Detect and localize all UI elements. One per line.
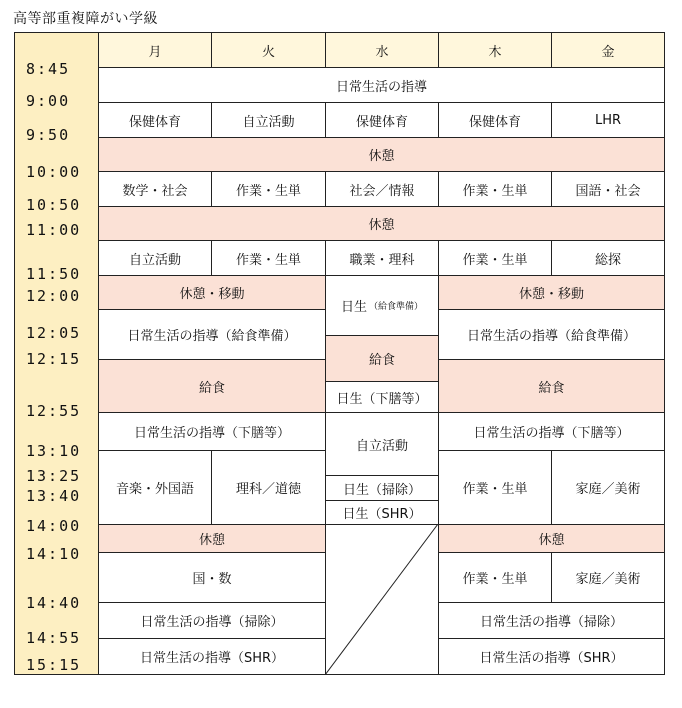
cell-p5-mon: 音楽・外国語 [98,450,212,525]
time-label: 13:10 [26,442,82,460]
souji-guidance-left: 日常生活の指導（掃除） [98,602,326,639]
cell-p3-tue: 作業・生単 [211,240,326,276]
lunch-prep-guidance-right: 日常生活の指導（給食準備） [438,309,665,360]
cell-p2-fri: 国語・社会 [551,171,665,207]
day-header-tue: 火 [211,32,326,68]
cell-p3-fri: 総探 [551,240,665,276]
lunch-prep-guidance-left: 日常生活の指導（給食準備） [98,309,326,360]
cleanup-guidance-right: 日常生活の指導（下膳等） [438,412,665,451]
nisei-note: （給食準備） [369,302,424,312]
time-label: 12:15 [26,350,82,368]
cell-p6-thu: 作業・生単 [438,552,552,603]
cell-p1-fri: LHR [551,102,665,138]
break-move-cell-right: 休憩・移動 [438,275,665,310]
cell-p2-thu: 作業・生単 [438,171,552,207]
cell-p2-wed: 社会／情報 [325,171,439,207]
cell-p6-fri: 家庭／美術 [551,552,665,603]
time-label: 12:00 [26,287,82,305]
cell-p5-fri: 家庭／美術 [551,450,665,525]
cell-p2-tue: 作業・生単 [211,171,326,207]
cell-p1-tue: 自立活動 [211,102,326,138]
time-label: 12:05 [26,324,82,342]
nisei-lunch-prep-cell [325,275,439,336]
cell-p3-wed: 職業・理科 [325,240,439,276]
time-label: 11:00 [26,221,82,239]
time-label: 14:10 [26,545,82,563]
souji-guidance-right: 日常生活の指導（掃除） [438,602,665,639]
nisei-label: 日生 [340,300,367,315]
cell-p5-thu: 作業・生単 [438,450,552,525]
cell-p1-wed: 保健体育 [325,102,439,138]
morning-guidance-cell: 日常生活の指導 [98,67,665,103]
day-header-fri: 金 [551,32,665,68]
cell-p5-tue: 理科／道徳 [211,450,326,525]
time-label: 11:50 [26,265,82,283]
cell-p6-montue: 国・数 [98,552,326,603]
time-label: 8:45 [26,60,71,78]
time-label: 10:50 [26,196,82,214]
break-cell-left: 休憩 [98,524,326,553]
lunch-cell-wed: 給食 [325,335,439,382]
page-title: 高等部重複障がい学級 [13,11,158,27]
nisei-souji-cell: 日生（掃除） [325,475,439,501]
time-label: 13:25 [26,467,82,485]
time-label: 10:00 [26,163,82,181]
cell-p1-thu: 保健体育 [438,102,552,138]
break-cell: 休憩 [98,206,665,241]
day-header-mon: 月 [98,32,212,68]
diagonal-line [325,524,439,675]
time-label: 9:50 [26,126,71,144]
cell-p2-mon: 数学・社会 [98,171,212,207]
cell-p3-thu: 作業・生単 [438,240,552,276]
time-label: 12:55 [26,402,82,420]
cell-p1-mon: 保健体育 [98,102,212,138]
cleanup-guidance-left: 日常生活の指導（下膳等） [98,412,326,451]
lunch-cell-right: 給食 [438,359,665,413]
day-header-thu: 木 [438,32,552,68]
shr-guidance-left: 日常生活の指導（SHR） [98,638,326,675]
break-cell-right: 休憩 [438,524,665,553]
cell-p3-mon: 自立活動 [98,240,212,276]
wednesday-afternoon-empty [325,524,439,675]
nisei-cleanup-cell: 日生（下膳等） [325,381,439,413]
break-cell: 休憩 [98,137,665,172]
break-move-cell-left: 休憩・移動 [98,275,326,310]
time-label: 14:40 [26,594,82,612]
shr-guidance-right: 日常生活の指導（SHR） [438,638,665,675]
day-header-wed: 水 [325,32,439,68]
nisei-shr-cell: 日生（SHR） [325,500,439,525]
time-label: 14:00 [26,517,82,535]
time-label: 9:00 [26,92,71,110]
time-label: 15:15 [26,656,82,674]
time-label: 14:55 [26,629,82,647]
jiritsu-cell-wed: 自立活動 [325,412,439,476]
lunch-cell-left: 給食 [98,359,326,413]
time-label: 13:40 [26,487,82,505]
